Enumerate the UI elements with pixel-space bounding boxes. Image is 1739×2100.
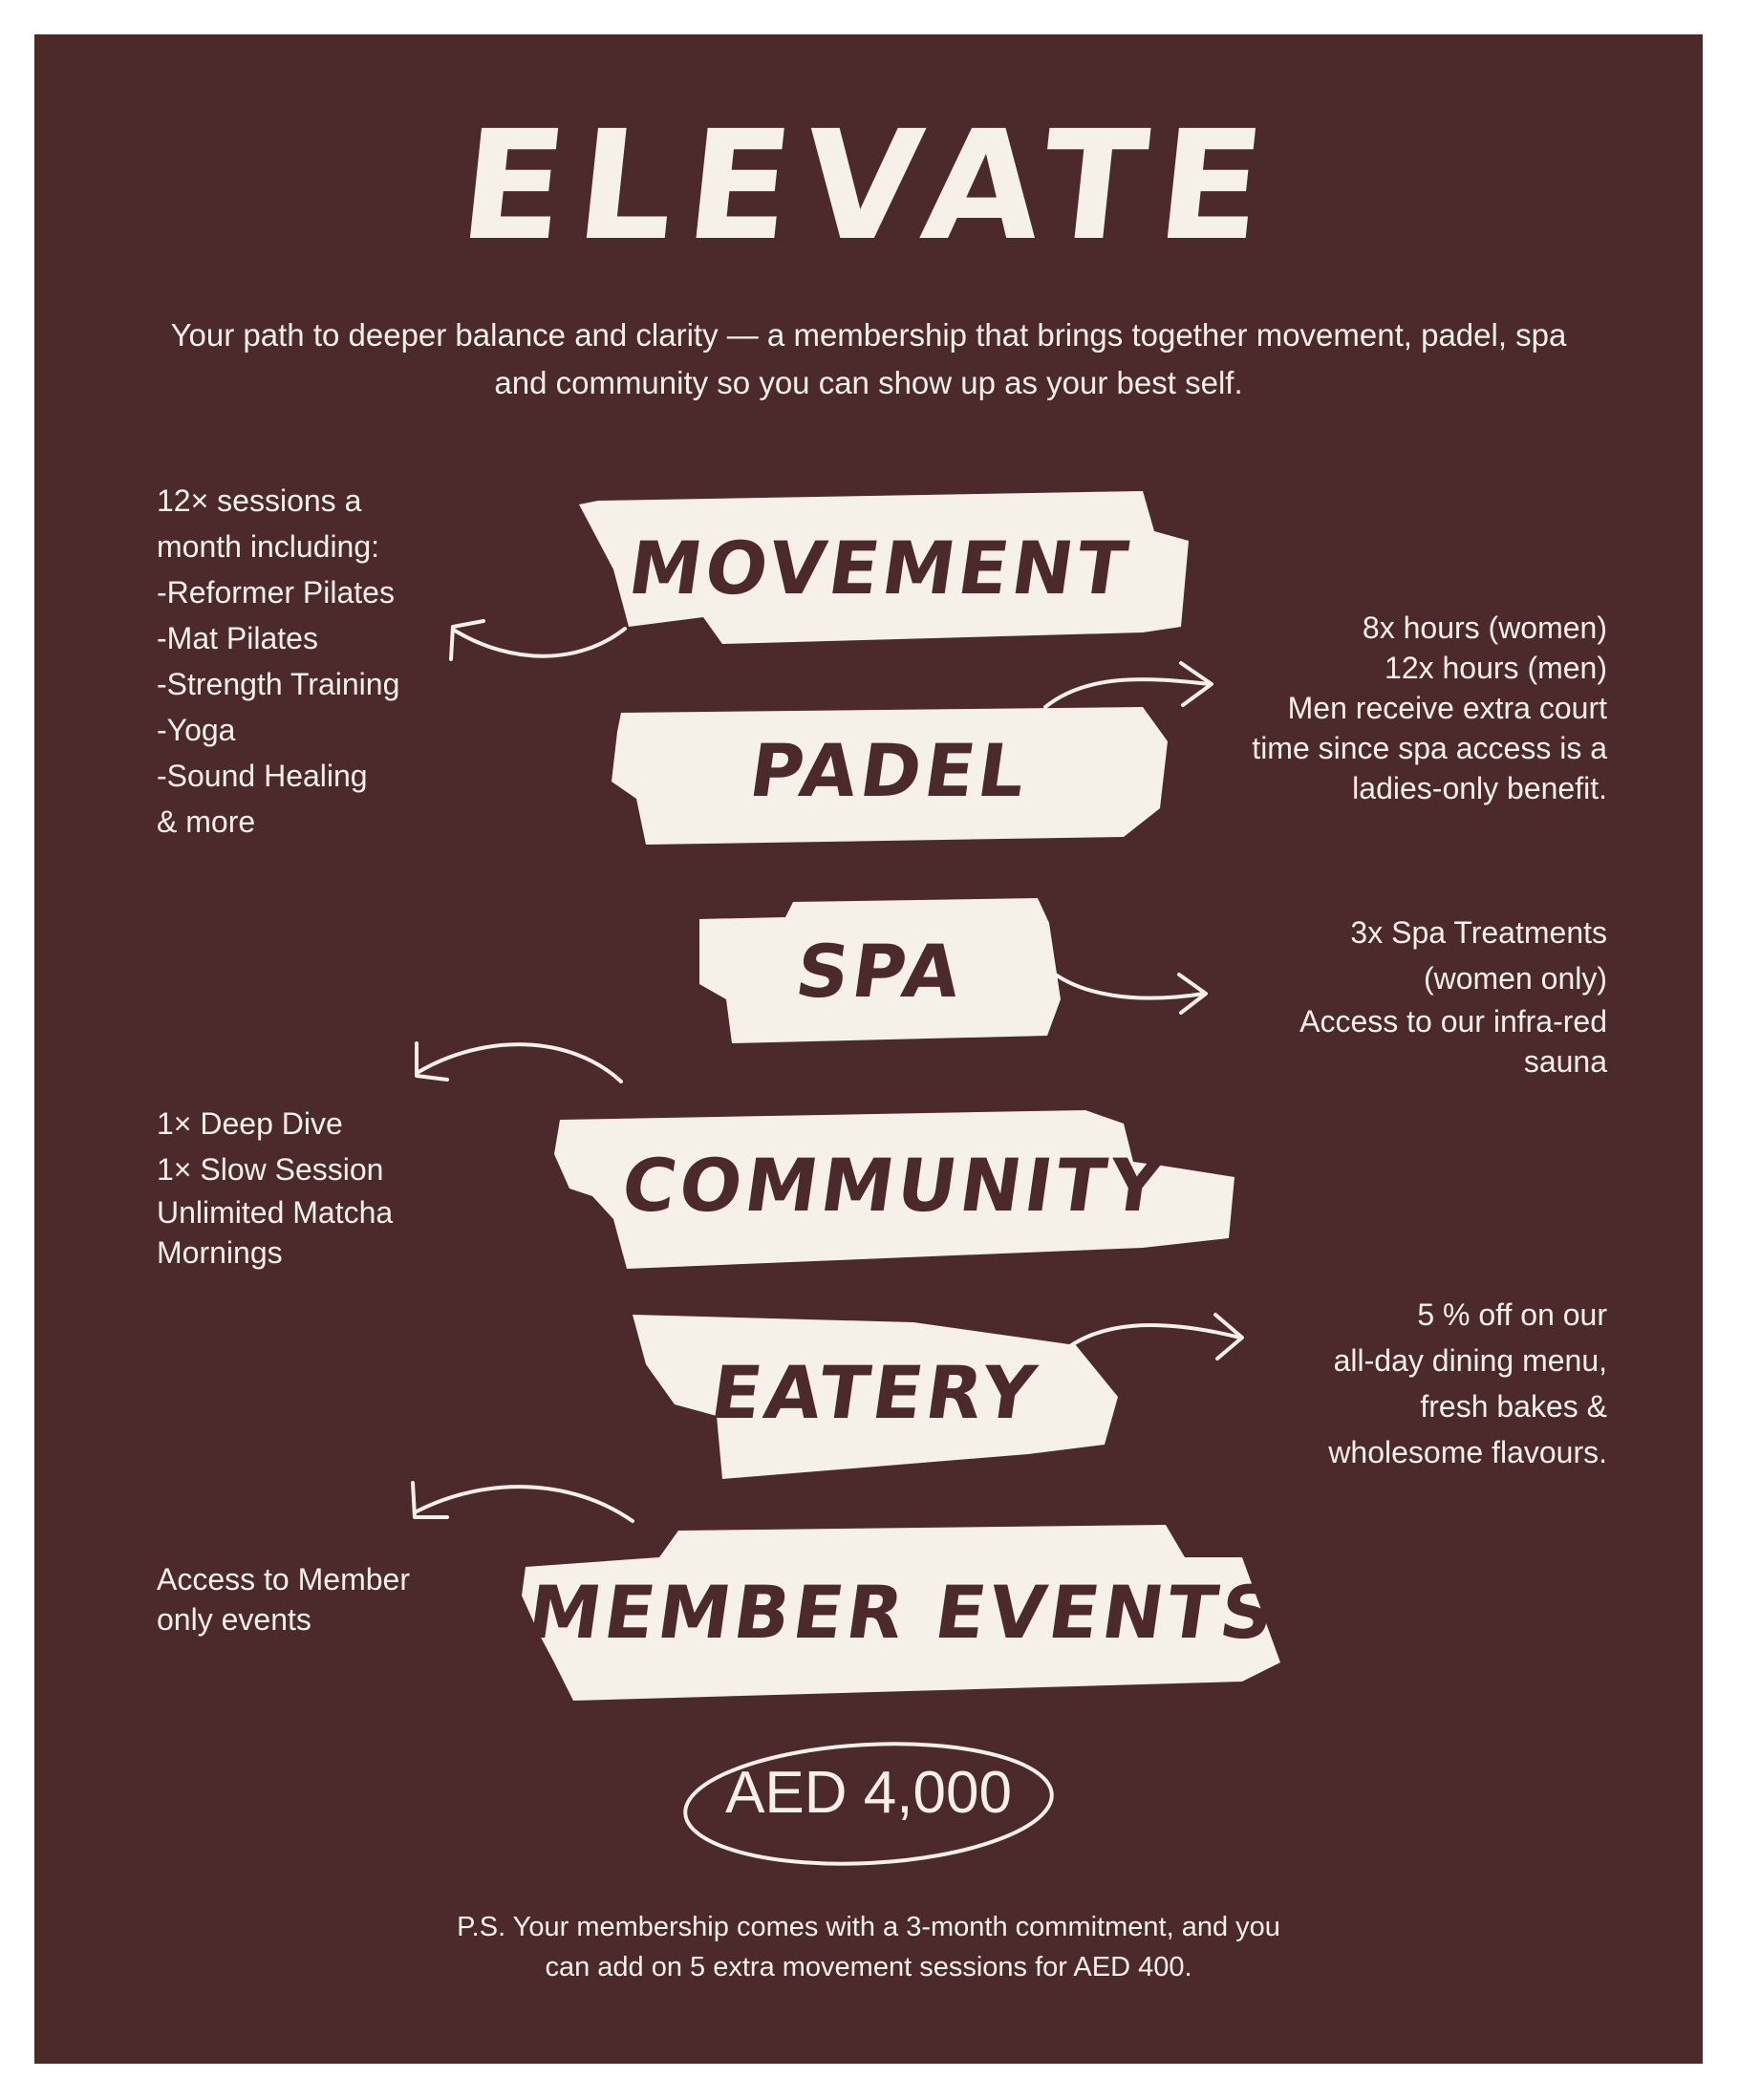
detail-line: -Yoga [157, 713, 236, 747]
banner-label-spa: SPA [790, 928, 970, 1014]
detail-line: Access to Member [157, 1562, 410, 1596]
arrow-padel-icon [1045, 663, 1212, 707]
banner-label-eatery: EATERY [705, 1349, 1045, 1435]
detail-line: 5 % off on our [1417, 1297, 1607, 1332]
detail-line: 12× sessions a [157, 483, 362, 518]
footnote-line: P.S. Your membership comes with a 3-month commitment, and you [457, 1912, 1280, 1942]
footnote [321, 1907, 1416, 1987]
detail-line: -Strength Training [157, 667, 400, 701]
banner-label-community: COMMUNITY [616, 1142, 1172, 1228]
page-title: ELEVATE [452, 98, 1285, 274]
detail-line: (women only) [1423, 961, 1607, 996]
detail-line: 1× Deep Dive [157, 1106, 343, 1141]
detail-line: Access to our infra-red [1299, 1004, 1607, 1039]
footnote-line: can add on 5 extra movement sessions for AED 400. [545, 1952, 1192, 1982]
detail-line: 8x hours (women) [1362, 611, 1607, 645]
detail-line: & more [157, 804, 256, 839]
detail-line: -Mat Pilates [157, 621, 318, 655]
arrow-spa-icon [1040, 961, 1206, 1013]
detail-line: all-day dining menu, [1333, 1343, 1607, 1378]
detail-line: month including: [157, 529, 380, 564]
detail-line: 12x hours (men) [1385, 651, 1607, 685]
arrow-eatery-icon [1055, 1315, 1242, 1359]
detail-line: wholesome flavours. [1328, 1435, 1607, 1469]
detail-line: -Sound Healing [157, 759, 368, 793]
detail-line: 3x Spa Treatments [1350, 915, 1607, 950]
detail-line: Mornings [157, 1235, 283, 1270]
banner-label-movement: MOVEMENT [623, 525, 1137, 611]
intro-text: Your path to deeper balance and clarity — a membership that brings together movement, padel, spa and community so you can show up as your best self. [170, 317, 1567, 400]
banner-label-member-events: MEMBER EVENTS [523, 1569, 1283, 1655]
banner-label-padel: PADEL [744, 727, 1035, 813]
price: AED 4,000 [725, 1760, 1012, 1826]
detail-line: ladies-only benefit. [1352, 771, 1607, 805]
arrow-movement-icon [451, 621, 625, 659]
arrow-community-icon [417, 1043, 621, 1082]
poster [34, 34, 1703, 2064]
detail-line: time since spa access is a [1252, 731, 1607, 765]
arrow-member-events-icon [413, 1483, 633, 1521]
detail-line: Men receive extra court [1287, 691, 1607, 725]
detail-line: 1× Slow Session [157, 1152, 384, 1187]
detail-line: only events [157, 1602, 311, 1637]
detail-line: Unlimited Matcha [157, 1195, 394, 1230]
detail-line: sauna [1523, 1044, 1607, 1079]
detail-line: fresh bakes & [1420, 1389, 1607, 1424]
detail-line: -Reformer Pilates [157, 575, 395, 610]
